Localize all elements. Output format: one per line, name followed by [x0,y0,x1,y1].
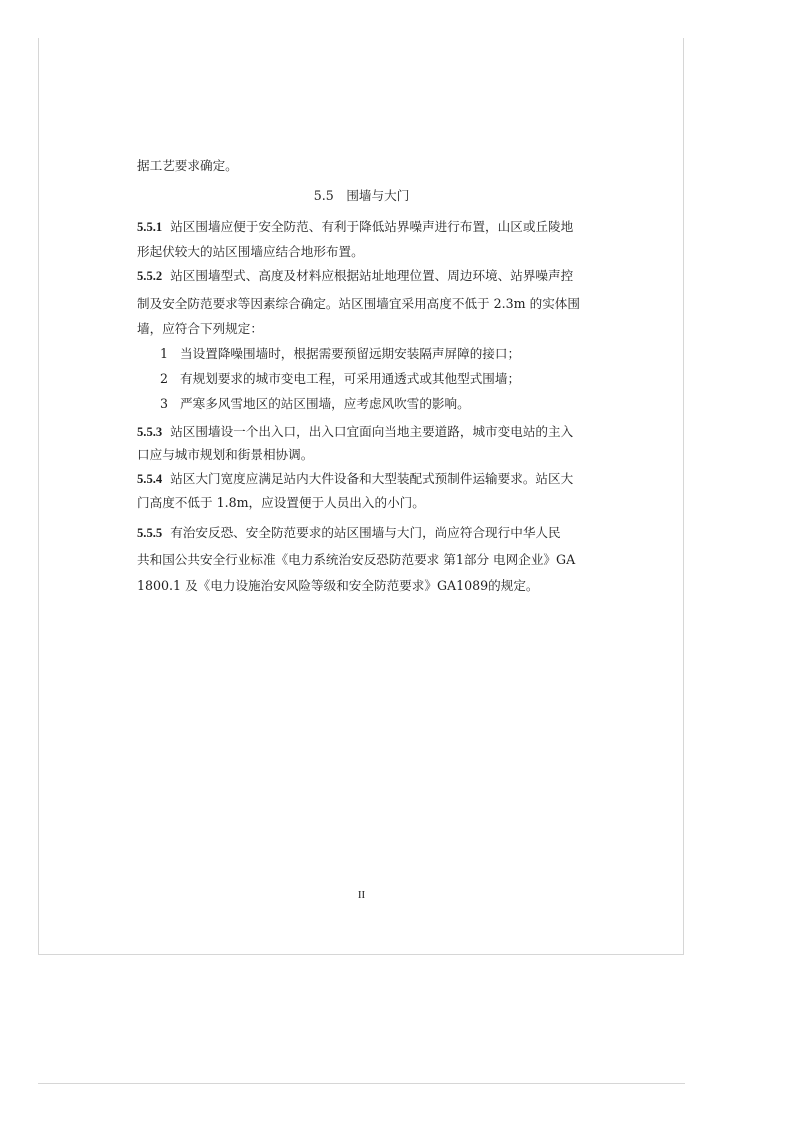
list-item [160,371,520,387]
list-item-number: 3 [160,396,169,411]
clause-5-5-1-line-1 [137,219,573,235]
list-item-text: 有规划要求的城市变电工程，可采用通透式或其他型式围墙； [180,371,521,386]
clause-5-5-5-line-1 [137,525,561,541]
section-title: 5.5 围墙与大门 [313,188,410,203]
clause-text: 有治安反恐、安全防范要求的站区围墙与大门，尚应符合现行中华人民 [170,525,561,540]
list-item-text: 严寒多风雪地区的站区围墙，应考虑风吹雪的影响。 [180,396,470,411]
clause-text: 站区大门宽度应满足站内大件设备和大型装配式预制件运输要求。站区大 [170,471,574,486]
clause-5-5-3-line-2: 口应与城市规划和街景相协调。 [137,447,314,462]
clause-number: 5.5.4 [137,472,163,486]
clause-5-5-4-line-1 [137,471,573,487]
clause-5-5-2-line-1 [137,268,573,284]
clause-5-5-5-line-2: 共和国公共安全行业标准《电力系统治安反恐防范要求 第1部分 电网企业》GA [137,552,576,567]
bottom-divider [38,1083,685,1084]
list-item-number: 1 [160,346,169,361]
clause-5-5-2-line-2: 制及安全防范要求等因素综合确定。站区围墙宜采用高度不低于 2.3m 的实体围 [137,296,580,311]
clause-text: 站区围墙设一个出入口，出入口宜面向当地主要道路，城市变电站的主入 [170,424,574,439]
list-item [160,396,470,412]
clause-text: 站区围墙应便于安全防范、有利于降低站界噪声进行布置，山区或丘陵地 [170,219,574,234]
clause-number: 5.5.5 [137,526,163,540]
clause-number: 5.5.3 [137,425,163,439]
clause-text: 站区围墙型式、高度及材料应根据站址地理位置、周边环境、站界噪声控 [170,268,574,283]
clause-number: 5.5.2 [137,269,163,283]
clause-5-5-2-line-3: 墙，应符合下列规定： [137,321,263,336]
list-item [160,346,520,362]
page-number: II [357,889,366,901]
clause-5-5-4-line-2: 门高度不低于 1.8m，应设置便于人员出入的小门。 [137,495,425,510]
clause-number: 5.5.1 [137,220,163,234]
list-item-number: 2 [160,371,169,386]
clause-5-5-3-line-1 [137,424,573,440]
clause-5-5-5-line-3: 1800.1 及《电力设施治安风险等级和安全防范要求》GA1089的规定。 [137,578,539,593]
list-item-text: 当设置降噪围墙时，根据需要预留远期安装隔声屏障的接口； [180,346,521,361]
clause-5-5-1-line-2: 形起伏较大的站区围墙应结合地形布置。 [137,244,364,259]
continuation-text: 据工艺要求确定。 [137,158,238,173]
